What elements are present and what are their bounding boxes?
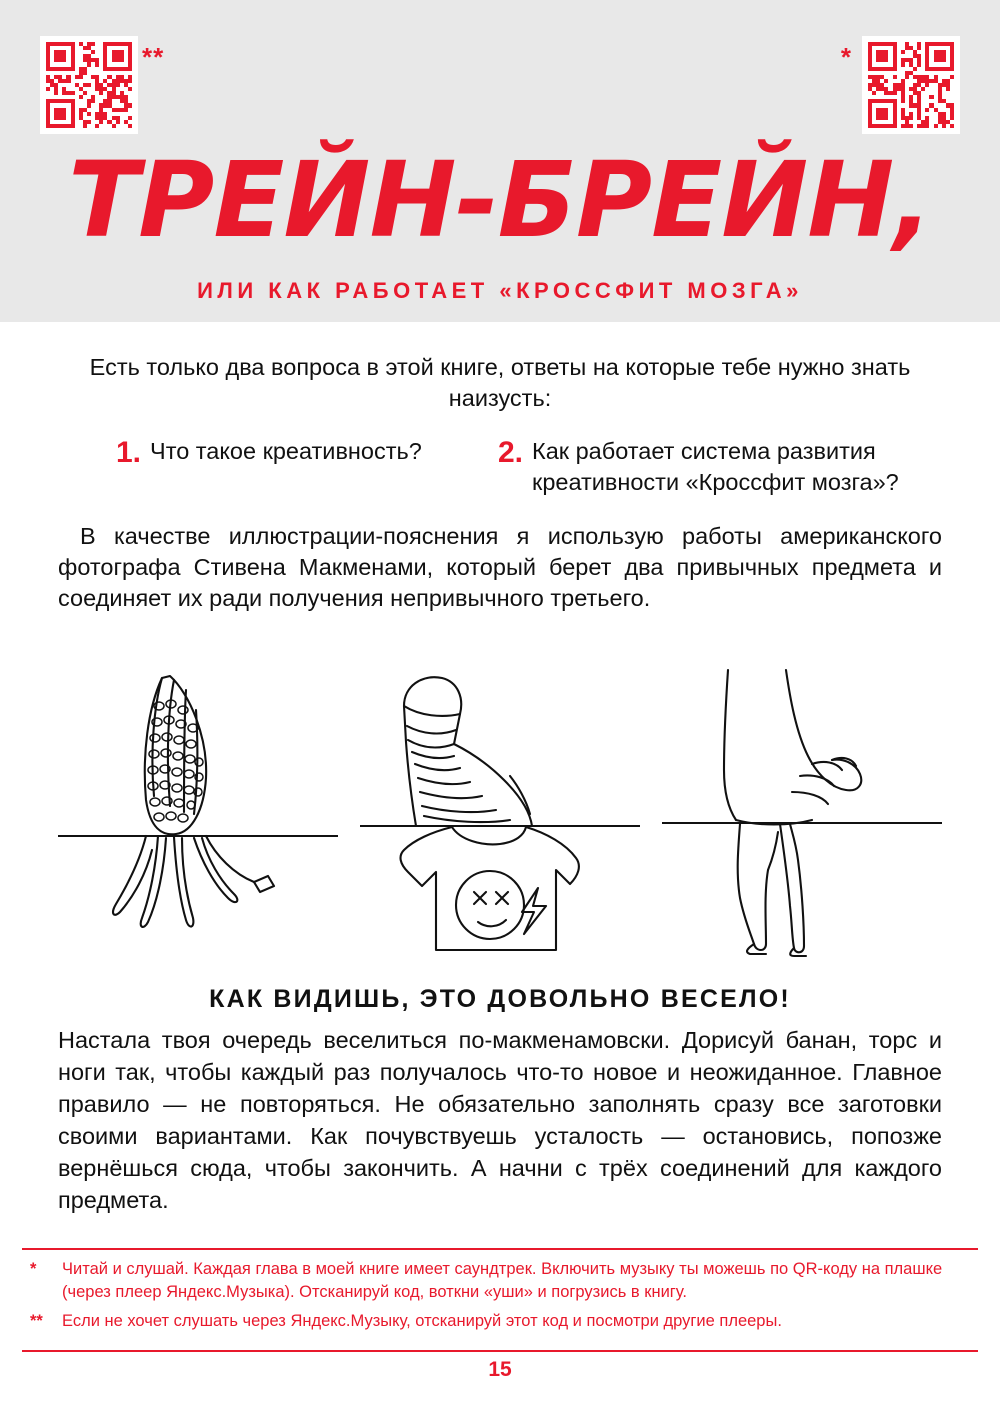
- explanation-paragraph: В качестве иллюстрации-пояснения я использую работы американского фотографа Стивена Макменами, который берет два привычных предмета и соединяет их ради получения непривычного третьего.: [58, 522, 942, 612]
- question-item-1: [116, 436, 456, 499]
- question-text-2: Как работает система развития креативности «Кроссфит мозга»?: [532, 438, 899, 496]
- footnote-divider-bottom: [22, 1350, 978, 1352]
- question-text-1: Что такое креативность?: [150, 438, 422, 465]
- illustration-row: [58, 660, 942, 960]
- section-subheading: КАК ВИДИШЬ, ЭТО ДОВОЛЬНО ВЕСЕЛО!: [209, 985, 791, 1013]
- shoe-torso-sketch: [360, 660, 640, 960]
- page-title: ТРЕЙН-БРЕЙН,: [68, 139, 932, 261]
- footnotes: [30, 1258, 970, 1340]
- question-number-2: 2.: [498, 436, 524, 470]
- body-paragraph: Настала твоя очередь веселиться по-макменамовски. Дорисуй банан, торс и ноги так, чтобы каждый раз получалось что-то новое и неожиданное. Главное правило — не повторяться. Не обязательно заполнять сразу все заготовки своими вариантами. Как почувствуешь усталость — остановись, попозже вернёшься сюда, чтобы закончить. А начни с трёх соединений для каждого предмета.: [58, 1027, 942, 1214]
- page-subtitle: ИЛИ КАК РАБОТАЕТ «КРОССФИТ МОЗГА»: [197, 278, 803, 303]
- corn-banana-sketch: [58, 660, 338, 960]
- footnote-marker-double: **: [142, 42, 165, 72]
- footnote-marker-single: *: [840, 42, 852, 72]
- qr-code-left-grid: [46, 42, 132, 128]
- qr-code-right-grid: [868, 42, 954, 128]
- content-top: [58, 352, 942, 614]
- qr-code-alternative-players[interactable]: [40, 36, 138, 134]
- footnote-item: [30, 1258, 970, 1303]
- footnote-item: [30, 1310, 970, 1333]
- question-item-2: [498, 436, 918, 499]
- footnote-divider-top: [22, 1248, 978, 1250]
- footnote-mark-1: *: [30, 1260, 37, 1278]
- questions-row: [58, 436, 942, 499]
- intro-paragraph: Есть только два вопроса в этой книге, ответы на которые тебе нужно знать наизусть:: [89, 354, 911, 412]
- qr-code-yandex-music[interactable]: [862, 36, 960, 134]
- question-number-1: 1.: [116, 436, 142, 470]
- legs-hand-sketch: [662, 660, 942, 960]
- footnote-text-2: Если не хочет слушать через Яндекс.Музыку, отсканируй этот код и посмотри другие плееры.: [62, 1312, 782, 1331]
- header-band: [0, 0, 1000, 322]
- footnote-text-1: Читай и слушай. Каждая глава в моей книге имеет саундтрек. Включить музыку ты можешь по QR-коду на плашке (через плеер Яндекс.Музыка). Отсканируй код, воткни «уши» и погрузись в книгу.: [62, 1260, 943, 1301]
- page-number: 15: [488, 1358, 512, 1381]
- footnote-mark-2: **: [30, 1312, 43, 1331]
